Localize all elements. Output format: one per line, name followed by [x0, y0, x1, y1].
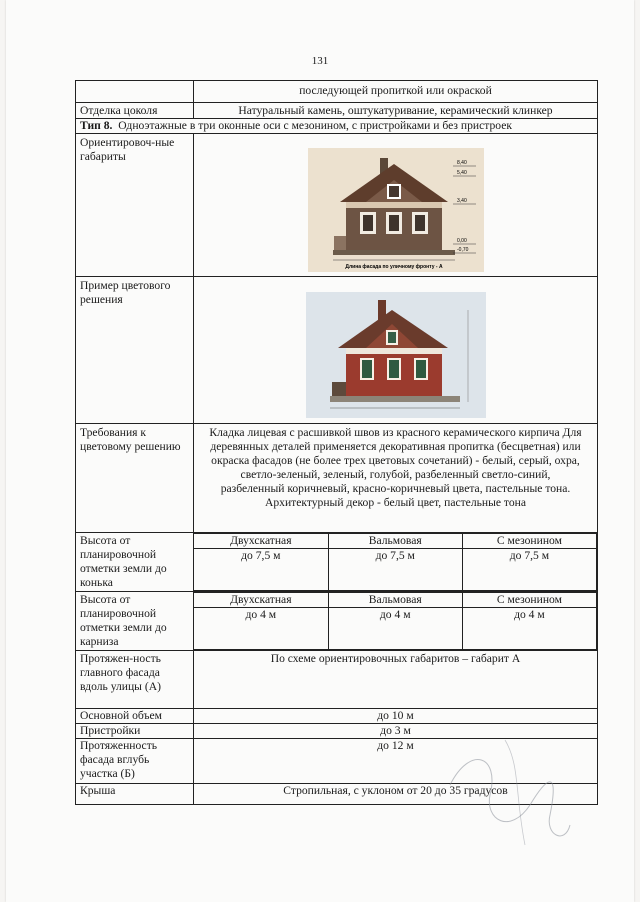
signature-mark: [430, 725, 580, 855]
mark-1: 8,40: [456, 160, 467, 166]
eave-header-mezzanine: С мезонином: [462, 593, 596, 608]
dims-label: Ориентировоч-ные габариты: [76, 134, 194, 277]
main-volume-label: Основной объем: [76, 709, 194, 724]
color-cornice: [346, 348, 442, 354]
type-title: Одноэтажные в три оконные оси с мезонином, с пристройками и без пристроек: [118, 119, 512, 132]
eave-header-gable: Двухскатная: [194, 593, 328, 608]
continuation-row: [76, 81, 598, 103]
main-volume-value: до 10 м: [194, 709, 598, 724]
main-volume-row: [76, 709, 598, 724]
facade-color-example: [306, 292, 486, 418]
dims-row: [76, 134, 598, 277]
color-example-label: Пример цветового решения: [76, 277, 194, 424]
type-row: [76, 119, 598, 134]
eave-value-mezzanine: до 4 м: [462, 608, 596, 650]
continuation-text: последующей пропиткой или окраской: [194, 81, 598, 103]
ridge-value-gable: до 7,5 м: [194, 549, 328, 591]
plinth-label: Отделка цоколя: [76, 103, 194, 119]
mark-2: 5,40: [456, 170, 467, 176]
ridge-subtable: [194, 533, 597, 591]
facade-length-label: Протяжен-ность главного фасада вдоль улицы (А): [76, 651, 194, 709]
eave-subtable: [194, 592, 597, 650]
color-example-row: [76, 277, 598, 424]
requirements-table: [75, 80, 598, 805]
ridge-header-hip: Вальмовая: [328, 534, 462, 549]
mark-3: 3,40: [456, 198, 467, 204]
eave-value-gable: до 4 м: [194, 608, 328, 650]
plinth-row: [76, 103, 598, 119]
ridge-value-mezzanine: до 7,5 м: [462, 549, 596, 591]
drawing-caption: Длина фасада по уличному фронту - А: [344, 264, 443, 270]
color-req-text2: Архитектурный декор - белый цвет, пастельные тона: [264, 496, 526, 509]
depth-value: до 12 м: [194, 739, 598, 784]
eave-height-row: [76, 592, 598, 651]
ridge-height-row: [76, 533, 598, 592]
type-label: Тип 8.: [80, 119, 113, 132]
eave-label: Высота от планировочной отметки земли до карниза: [76, 592, 194, 651]
plinth-value: Натуральный камень, оштукатуривание, керамический клинкер: [194, 103, 598, 119]
page-number: 131: [311, 55, 329, 67]
facade-length-value: По схеме ориентировочных габаритов – габарит А: [194, 651, 598, 709]
ridge-value-hip: до 7,5 м: [328, 549, 462, 591]
roof-label: Крыша: [76, 784, 194, 805]
roof-value: Стропильная, с уклоном от 20 до 35 градусов: [194, 784, 598, 805]
cornice: [346, 202, 442, 208]
facade-dimension-drawing: [308, 148, 484, 272]
annex-value: до 3 м: [194, 724, 598, 739]
color-req-text: Кладка лицевая с расшивкой швов из красного керамического кирпича Для деревянных деталей применяется декоративная пропитка (бесцветная) или окраска фасадов (не более трех цветовых сочетаний) - белый, серый, охра, светло-зеленый, зеленый, голубой, разбеленный светло-синий, разбеленный коричневый, красно-коричневый цвета, пастельные тона.: [209, 426, 582, 495]
color-req-row: [76, 424, 598, 533]
color-porch: [332, 382, 346, 396]
ridge-label: Высота от планировочной отметки земли до конька: [76, 533, 194, 592]
porch: [334, 236, 346, 250]
ridge-header-mezzanine: С мезонином: [462, 534, 596, 549]
mark-5: -0,70: [456, 247, 468, 253]
ridge-header-gable: Двухскатная: [194, 534, 328, 549]
facade-length-row: [76, 651, 598, 709]
color-foundation: [330, 396, 460, 402]
eave-value-hip: до 4 м: [328, 608, 462, 650]
mark-4: 0,00: [456, 238, 467, 244]
depth-label: Протяженность фасада вглубь участка (Б): [76, 739, 194, 784]
eave-header-hip: Вальмовая: [328, 593, 462, 608]
color-req-label: Требования к цветовому решению: [76, 424, 194, 533]
foundation: [333, 250, 455, 255]
annex-label: Пристройки: [76, 724, 194, 739]
